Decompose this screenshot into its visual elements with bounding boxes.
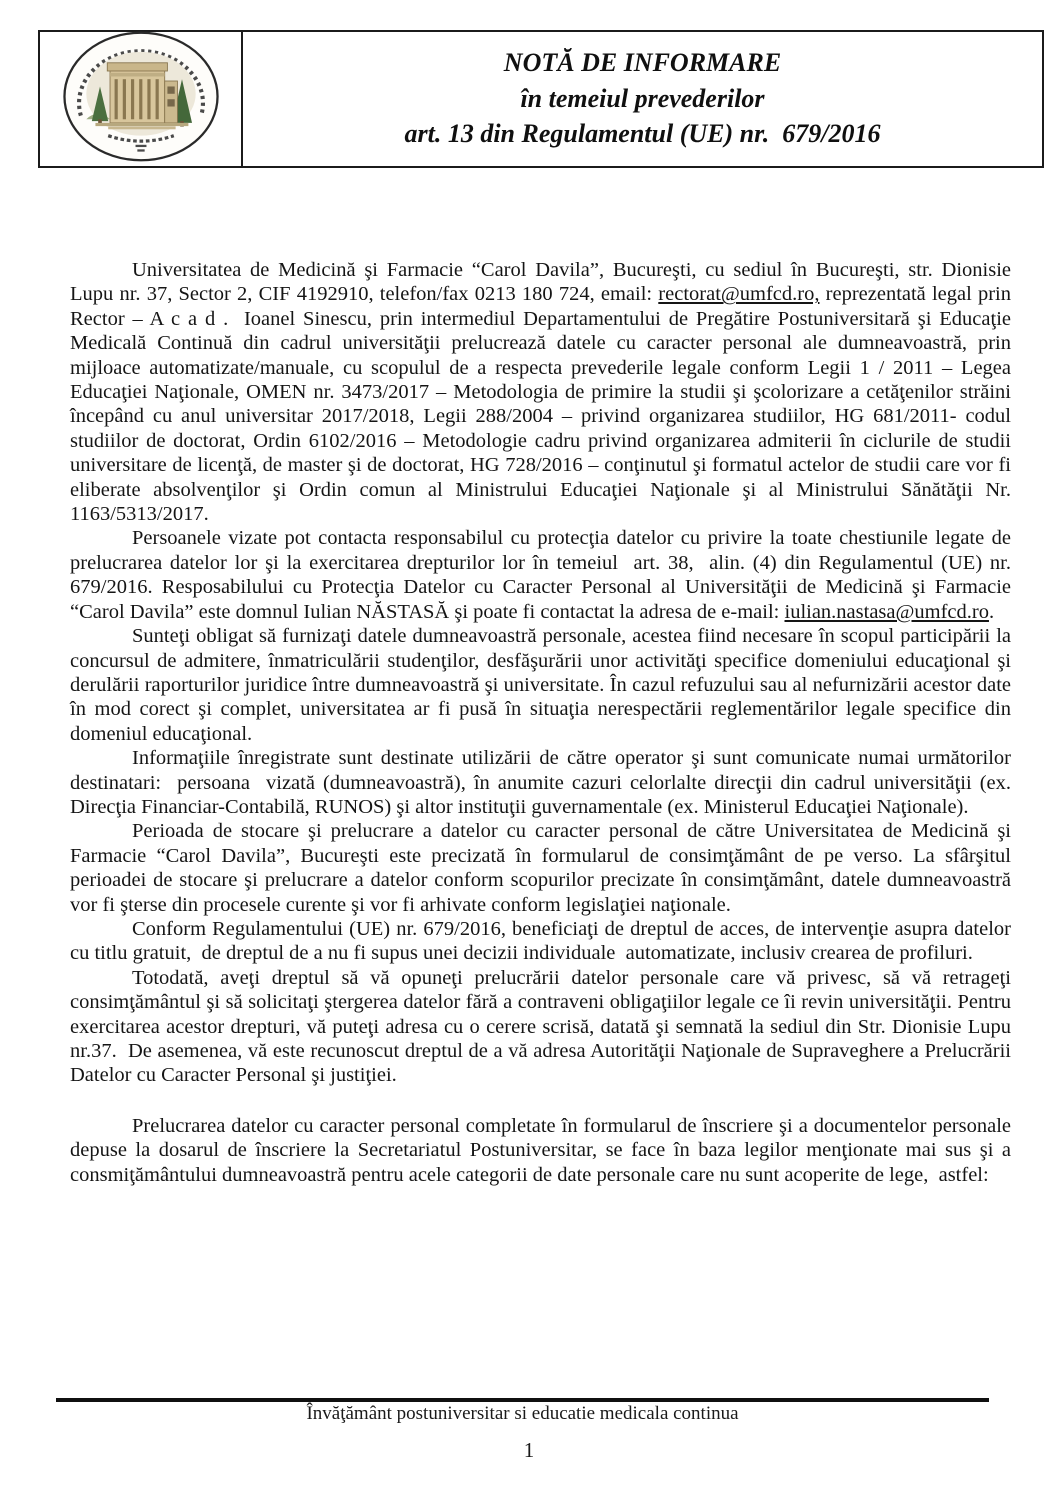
paragraph-storage-period	[70, 819, 1017, 917]
university-seal-icon	[59, 28, 223, 170]
footer-department-label: Învăţământ postuniversitar si educatie medicala continua	[306, 1403, 739, 1424]
document-title-block	[243, 32, 1042, 166]
paragraph-text: reprezentată legal prin Rector – A c a d . Ioanel Sinescu, prin intermediul Departamentului de Pregătire Postuniversitară şi Educaţie Medicală Continuă din cadrul universităţii prelucrează datele cu caracter personal ale dumneavoastră, prin mijloace automatizate/manuale, cu scopulul de a respecta prevederile legale conform Legii 1 / 2011 – Legea Educaţiei Naţionale, OMEN nr. 3473/2017 – Metodologia de primire la studii şi şcolorizare a cetăţenilor străini începând cu anul universitar 2017/2018, Legii 288/2004 – privind organizarea studiilor, HG 681/2011- codul studiilor de doctorat, Ordin 6102/2016 – Metodologie cadru privind organizarea admiterii în ciclurile de studii universitare de licenţă, de master şi de doctorat, HG 728/2016 – conţinutul şi formatul actelor de studii care vor fi eliberate absolvenţilor şi Ordin comun al Ministrului Educaţiei Naţionale şi al Ministrului Sănătăţii Nr. 1163/5313/2017.	[70, 283, 1017, 526]
paragraph-text: Persoanele vizate pot contacta responsabilul cu protecţia datelor cu privire la toate chestiunile legate de prelucrarea datelor lor şi la exercitarea drepturilor lor în temeiul art. 38, alin. (4) din Regulamentul (UE) nr. 679/2016. Resposabilului cu Protecţia Datelor cu Caracter Personal al Universităţii de Medicină şi Farmacie “Carol Davila” este domnul Iulian NĂSTASĂ şi poate fi contactat la adresa de e-mail:	[70, 527, 1017, 623]
paragraph-objection-rights	[70, 966, 1017, 1088]
document-body	[70, 258, 1017, 1187]
rectorat-email-link[interactable]: rectorat@umfcd.ro,	[658, 283, 820, 306]
page-number: 1	[523, 1438, 535, 1462]
paragraph-access-rights	[70, 917, 1017, 966]
footer-divider	[56, 1398, 989, 1402]
paragraph-text: Conform Regulamentului (UE) nr. 679/2016, beneficiaţi de dreptul de acces, de intervenţie asupra datelor cu titlu gratuit, de dreptul de a nu fi supus unei decizii individuale automatizate, inclusiv crearea de profiluri.	[70, 917, 1017, 965]
paragraph-text: Informaţiile înregistrate sunt destinate utilizării de către operator şi sunt comunicate numai următorilor destinatari: persoana vizată (dumneavoastră), în anumite cazuri celorlalte direcţii din cadrul universităţii (ex. Direcţia Financiar-Contabilă, RUNOS) şi altor instituţii guvernamentale (ex. Ministerul Educaţiei Naţionale).	[70, 747, 1017, 818]
document-subtitle: în temeiul prevederilor	[520, 83, 765, 113]
paragraph-processing-basis	[70, 1114, 1017, 1187]
document-regulation-reference: art. 13 din Regulamentul (UE) nr. 679/2016	[404, 119, 881, 149]
paragraph-text: Prelucrarea datelor cu caracter personal completate în formularul de înscriere şi a documentelor personale depuse la dosarul de înscriere la Secretariatul Postuniversitar, se face în baza legilor menţionate mai sus şi a consmiţământului dumneavoastră pentru acele categorii de date personale care nu sunt acoperite de lege, astfel:	[70, 1114, 1017, 1186]
paragraph-text: Perioada de stocare şi prelucrare a datelor cu caracter personal de către Universitatea de Medicină şi Farmacie “Carol Davila”, Bucureşti este precizată în formularul de consimţământ de pe verso. La sfârşitul perioadei de stocare şi prelucrare a datelor conform scopurilor precizate în consimţământ, datele dumneavoastră vor fi şterse din procesele curente şi vor fi arhivate conform legislaţiei naţionale.	[70, 820, 1017, 916]
dpo-email-link[interactable]: iulian.nastasa@umfcd.ro	[784, 600, 989, 623]
paragraph-data-obligation	[70, 624, 1017, 746]
paragraph-university-intro	[70, 258, 1017, 526]
paragraph-text: .	[988, 600, 995, 623]
paragraph-text: Totodată, aveţi dreptul să vă opuneţi prelucrării datelor personale care vă privesc, să vă retrageţi consimţământul şi să solicitaţi ştergerea datelor fără a contraveni obligaţiilor legale ce îi revin universităţii. Pentru exercitarea acestor drepturi, vă puteţi adresa cu o cerere scrisă, datată şi semnată la sediul din Str. Dionisie Lupu nr.37. De asemenea, vă este recunoscut dreptul de a vă adresa Autorităţii Naţionale de Supraveghere a Prelucrării Datelor cu Caracter Personal şi justiţiei.	[70, 966, 1017, 1087]
paragraph-dpo-contact	[70, 526, 1017, 624]
document-header	[38, 30, 1044, 168]
logo-cell	[40, 32, 243, 166]
paragraph-recipients	[70, 746, 1017, 819]
paragraph-text: Sunteţi obligat să furnizaţi datele dumneavoastră personale, acestea fiind necesare în scopul participării la concursul de admitere, înmatriculării studenţilor, desfăşurării unor activităţi specifice domeniului educaţional şi derulării raporturilor juridice între dumneavoastră şi universitate. În cazul refuzului sau al nefurnizării acestor date în mod corect şi complet, universitatea ar fi pusă în situaţia nerespectării reglementărilor legale specifice din domeniul educaţional.	[70, 625, 1017, 745]
paragraph-text: Universitatea de Medicină şi Farmacie “Carol Davila”, Bucureşti, cu sediul în Bucureşti, str. Dionisie Lupu nr. 37, Sector 2, CIF 4192910, telefon/fax 0213 180 724, email:	[70, 259, 1017, 306]
document-title: NOTĂ DE INFORMARE	[503, 48, 782, 78]
